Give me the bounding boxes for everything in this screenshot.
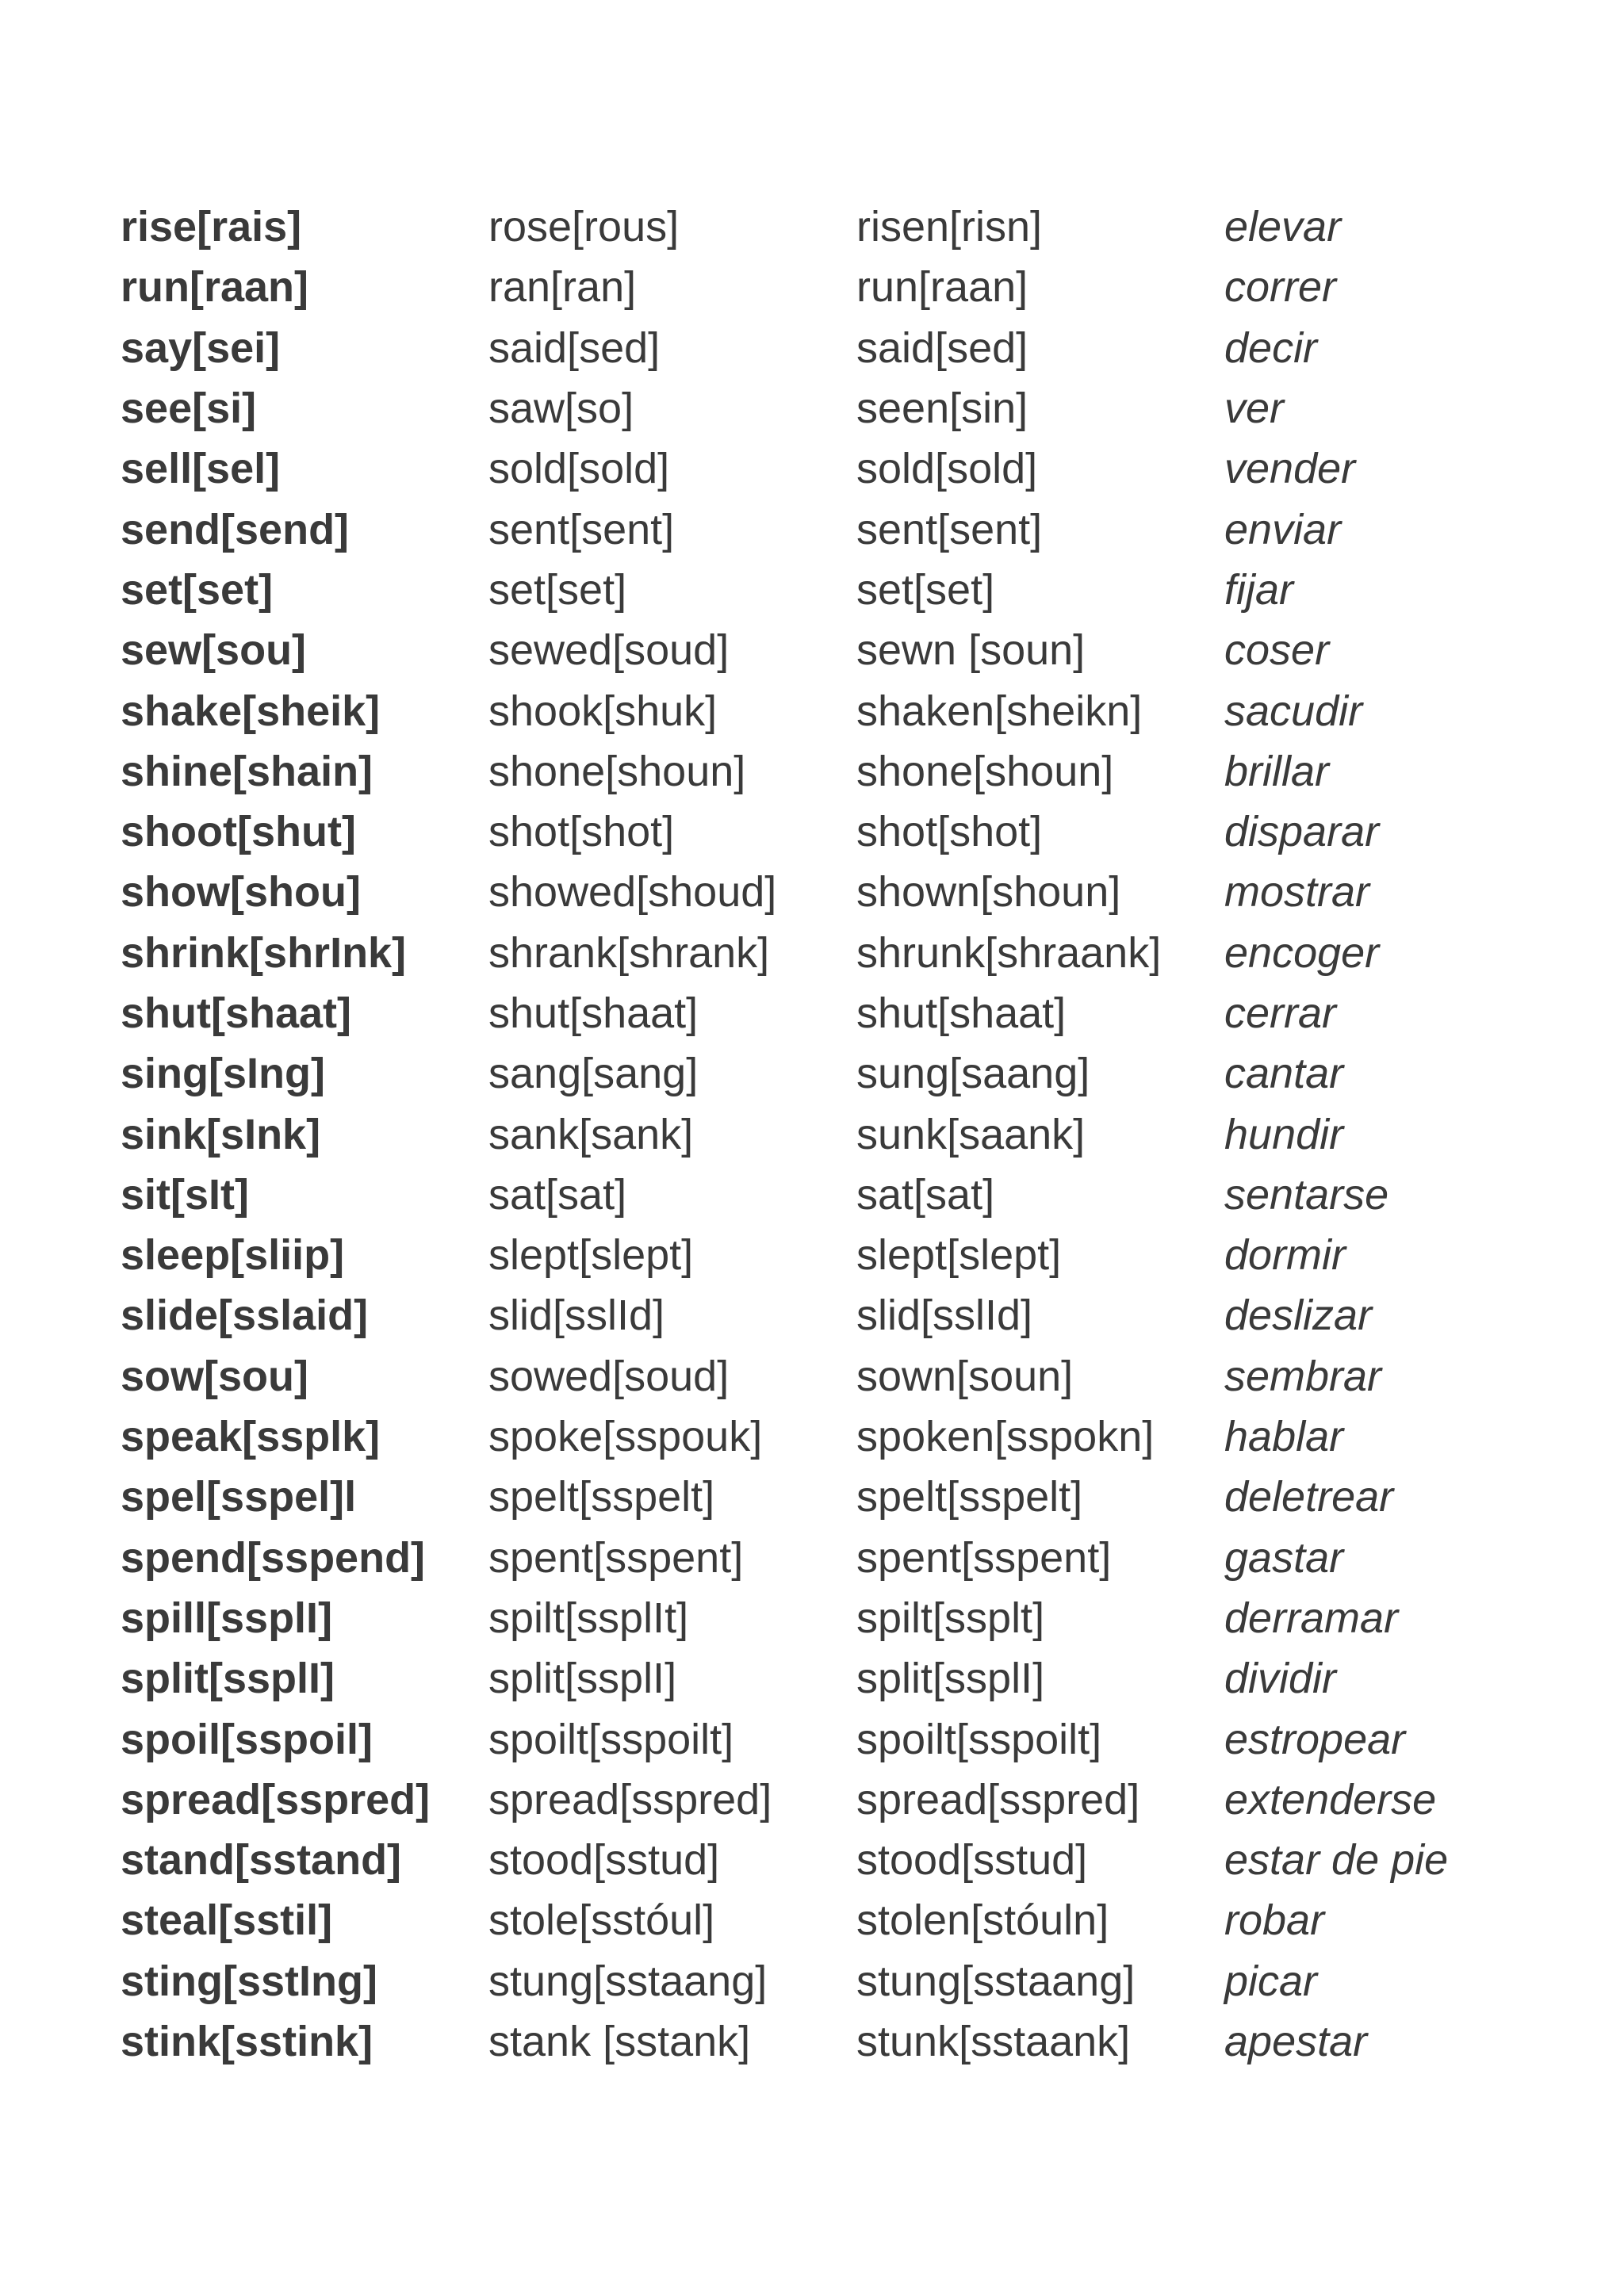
base-form-cell: spel[sspel]l bbox=[121, 1473, 357, 1521]
spanish-translation-cell: sembrar bbox=[1224, 1352, 1382, 1400]
base-form-cell: split[ssplI] bbox=[121, 1655, 335, 1703]
base-form-cell: sting[sstIng] bbox=[121, 1957, 377, 2005]
spanish-translation-cell: derramar bbox=[1224, 1594, 1399, 1642]
verb-row bbox=[121, 1043, 1542, 1104]
base-form-cell: spend[sspend] bbox=[121, 1533, 426, 1582]
spanish-translation-cell: ver bbox=[1224, 385, 1285, 433]
base-form-cell: sleep[sliip] bbox=[121, 1231, 345, 1280]
verb-row bbox=[121, 1951, 1542, 2011]
spanish-translation-cell: coser bbox=[1224, 626, 1330, 675]
past-tense-cell: slid[sslId] bbox=[488, 1292, 665, 1340]
past-participle-cell: shut[shaat] bbox=[856, 989, 1067, 1037]
past-tense-cell: spoke[sspouk] bbox=[488, 1413, 763, 1461]
base-form-cell: send[send] bbox=[121, 505, 350, 553]
verb-row bbox=[121, 1165, 1542, 1225]
verb-row bbox=[121, 923, 1542, 983]
verb-row bbox=[121, 983, 1542, 1043]
verb-row bbox=[121, 1648, 1542, 1709]
base-form-cell: sell[sel] bbox=[121, 445, 281, 493]
spanish-translation-cell: encoger bbox=[1224, 928, 1380, 977]
base-form-cell: sow[sou] bbox=[121, 1352, 308, 1400]
verb-row bbox=[121, 318, 1542, 378]
past-participle-cell: shrunk[shraank] bbox=[856, 928, 1162, 977]
past-participle-cell: said[sed] bbox=[856, 323, 1028, 372]
verb-row bbox=[121, 1467, 1542, 1527]
spanish-translation-cell: cantar bbox=[1224, 1050, 1344, 1098]
verb-row bbox=[121, 741, 1542, 802]
base-form-cell: spread[sspred] bbox=[121, 1775, 431, 1823]
past-tense-cell: stung[sstaang] bbox=[488, 1957, 768, 2005]
past-tense-cell: shook[shuk] bbox=[488, 687, 718, 735]
base-form-cell: sing[sIng] bbox=[121, 1050, 325, 1098]
verb-row bbox=[121, 1890, 1542, 1950]
base-form-cell: steal[sstil] bbox=[121, 1896, 333, 1945]
past-participle-cell: run[raan] bbox=[856, 263, 1028, 312]
past-tense-cell: sank[sank] bbox=[488, 1110, 694, 1158]
past-participle-cell: sat[sat] bbox=[856, 1170, 995, 1219]
past-tense-cell: sang[sang] bbox=[488, 1050, 699, 1098]
spanish-translation-cell: sentarse bbox=[1224, 1170, 1389, 1219]
base-form-cell: shoot[shut] bbox=[121, 808, 356, 856]
base-form-cell: say[sei] bbox=[121, 323, 281, 372]
base-form-cell: run[raan] bbox=[121, 263, 309, 312]
past-tense-cell: saw[so] bbox=[488, 385, 634, 433]
past-participle-cell: sewn [soun] bbox=[856, 626, 1086, 675]
past-tense-cell: slept[slept] bbox=[488, 1231, 694, 1280]
verb-row bbox=[121, 197, 1542, 257]
spanish-translation-cell: deslizar bbox=[1224, 1292, 1373, 1340]
past-tense-cell: sat[sat] bbox=[488, 1170, 627, 1219]
past-participle-cell: stunk[sstaank] bbox=[856, 2018, 1131, 2066]
verb-row bbox=[121, 1406, 1542, 1467]
past-tense-cell: sent[sent] bbox=[488, 505, 675, 553]
verb-row bbox=[121, 680, 1542, 740]
verb-row bbox=[121, 1285, 1542, 1345]
past-tense-cell: shone[shoun] bbox=[488, 747, 746, 795]
spanish-translation-cell: deletrear bbox=[1224, 1473, 1394, 1521]
spanish-translation-cell: correr bbox=[1224, 263, 1337, 312]
past-participle-cell: spent[sspent] bbox=[856, 1533, 1112, 1582]
spanish-translation-cell: extenderse bbox=[1224, 1775, 1437, 1823]
past-tense-cell: split[ssplI] bbox=[488, 1655, 677, 1703]
spanish-translation-cell: brillar bbox=[1224, 747, 1330, 795]
verb-row bbox=[121, 499, 1542, 559]
past-tense-cell: rose[rous] bbox=[488, 203, 680, 251]
verb-row bbox=[121, 1104, 1542, 1164]
spanish-translation-cell: gastar bbox=[1224, 1533, 1344, 1582]
past-participle-cell: sown[soun] bbox=[856, 1352, 1074, 1400]
past-participle-cell: sold[sold] bbox=[856, 445, 1038, 493]
past-participle-cell: sunk[saank] bbox=[856, 1110, 1086, 1158]
spanish-translation-cell: hundir bbox=[1224, 1110, 1344, 1158]
past-participle-cell: spread[sspred] bbox=[856, 1775, 1140, 1823]
verb-row bbox=[121, 1346, 1542, 1406]
spanish-translation-cell: apestar bbox=[1224, 2018, 1368, 2066]
past-participle-cell: shaken[sheikn] bbox=[856, 687, 1143, 735]
verb-row bbox=[121, 1588, 1542, 1648]
past-tense-cell: spoilt[sspoilt] bbox=[488, 1715, 734, 1763]
past-tense-cell: sewed[soud] bbox=[488, 626, 730, 675]
spanish-translation-cell: decir bbox=[1224, 323, 1318, 372]
past-tense-cell: sold[sold] bbox=[488, 445, 670, 493]
verb-row bbox=[121, 1528, 1542, 1588]
verb-row bbox=[121, 862, 1542, 922]
past-participle-cell: seen[sin] bbox=[856, 385, 1028, 433]
verb-row bbox=[121, 1830, 1542, 1890]
spanish-translation-cell: cerrar bbox=[1224, 989, 1337, 1037]
base-form-cell: spoil[sspoil] bbox=[121, 1715, 373, 1763]
base-form-cell: set[set] bbox=[121, 565, 274, 614]
base-form-cell: sew[sou] bbox=[121, 626, 307, 675]
base-form-cell: sink[sInk] bbox=[121, 1110, 321, 1158]
past-tense-cell: shot[shot] bbox=[488, 808, 675, 856]
verb-row bbox=[121, 1225, 1542, 1285]
past-tense-cell: spent[sspent] bbox=[488, 1533, 744, 1582]
past-participle-cell: slept[slept] bbox=[856, 1231, 1062, 1280]
past-participle-cell: set[set] bbox=[856, 565, 995, 614]
verb-row bbox=[121, 560, 1542, 620]
spanish-translation-cell: enviar bbox=[1224, 505, 1342, 553]
past-participle-cell: spilt[ssplt] bbox=[856, 1594, 1045, 1642]
spanish-translation-cell: vender bbox=[1224, 445, 1356, 493]
past-tense-cell: ran[ran] bbox=[488, 263, 637, 312]
base-form-cell: speak[ssplk] bbox=[121, 1413, 381, 1461]
past-participle-cell: risen[risn] bbox=[856, 203, 1043, 251]
base-form-cell: see[si] bbox=[121, 385, 257, 433]
past-participle-cell: split[ssplI] bbox=[856, 1655, 1045, 1703]
verb-table-body bbox=[121, 197, 1542, 2072]
past-participle-cell: shot[shot] bbox=[856, 808, 1043, 856]
verb-row bbox=[121, 378, 1542, 438]
spanish-translation-cell: picar bbox=[1224, 1957, 1318, 2005]
past-participle-cell: shone[shoun] bbox=[856, 747, 1114, 795]
verb-row bbox=[121, 1709, 1542, 1769]
past-participle-cell: spelt[sspelt] bbox=[856, 1473, 1083, 1521]
base-form-cell: slide[sslaid] bbox=[121, 1292, 369, 1340]
spanish-translation-cell: dividir bbox=[1224, 1655, 1337, 1703]
irregular-verbs-table bbox=[121, 197, 1542, 2072]
past-tense-cell: stank [sstank] bbox=[488, 2018, 751, 2066]
spanish-translation-cell: estar de pie bbox=[1224, 1836, 1449, 1885]
base-form-cell: show[shou] bbox=[121, 868, 361, 916]
past-tense-cell: shrank[shrank] bbox=[488, 928, 770, 977]
base-form-cell: shake[sheik] bbox=[121, 687, 381, 735]
spanish-translation-cell: sacudir bbox=[1224, 687, 1363, 735]
spanish-translation-cell: fijar bbox=[1224, 565, 1294, 614]
past-tense-cell: set[set] bbox=[488, 565, 627, 614]
verb-row bbox=[121, 2011, 1542, 2072]
spanish-translation-cell: mostrar bbox=[1224, 868, 1370, 916]
verb-row bbox=[121, 802, 1542, 862]
base-form-cell: rise[rais] bbox=[121, 203, 302, 251]
verb-row bbox=[121, 257, 1542, 317]
past-tense-cell: spelt[sspelt] bbox=[488, 1473, 715, 1521]
spanish-translation-cell: dormir bbox=[1224, 1231, 1346, 1280]
past-participle-cell: stung[sstaang] bbox=[856, 1957, 1136, 2005]
verb-row bbox=[121, 1770, 1542, 1830]
past-tense-cell: spilt[ssplIt] bbox=[488, 1594, 689, 1642]
past-participle-cell: shown[shoun] bbox=[856, 868, 1121, 916]
past-tense-cell: spread[sspred] bbox=[488, 1775, 772, 1823]
base-form-cell: stand[sstand] bbox=[121, 1836, 402, 1885]
past-tense-cell: said[sed] bbox=[488, 323, 661, 372]
verb-row bbox=[121, 438, 1542, 499]
base-form-cell: shine[shain] bbox=[121, 747, 373, 795]
spanish-translation-cell: hablar bbox=[1224, 1413, 1344, 1461]
past-tense-cell: stood[sstud] bbox=[488, 1836, 720, 1885]
past-tense-cell: showed[shoud] bbox=[488, 868, 777, 916]
base-form-cell: stink[sstink] bbox=[121, 2018, 373, 2066]
past-participle-cell: spoken[sspokn] bbox=[856, 1413, 1155, 1461]
past-tense-cell: shut[shaat] bbox=[488, 989, 699, 1037]
spanish-translation-cell: robar bbox=[1224, 1896, 1325, 1945]
past-tense-cell: sowed[soud] bbox=[488, 1352, 730, 1400]
past-tense-cell: stole[sstóul] bbox=[488, 1896, 715, 1945]
base-form-cell: shrink[shrInk] bbox=[121, 928, 407, 977]
base-form-cell: shut[shaat] bbox=[121, 989, 352, 1037]
base-form-cell: spill[ssplI] bbox=[121, 1594, 333, 1642]
spanish-translation-cell: disparar bbox=[1224, 808, 1380, 856]
past-participle-cell: sent[sent] bbox=[856, 505, 1043, 553]
past-participle-cell: sung[saang] bbox=[856, 1050, 1090, 1098]
past-participle-cell: stolen[stóuln] bbox=[856, 1896, 1109, 1945]
spanish-translation-cell: estropear bbox=[1224, 1715, 1406, 1763]
base-form-cell: sit[sIt] bbox=[121, 1170, 249, 1219]
past-participle-cell: spoilt[sspoilt] bbox=[856, 1715, 1102, 1763]
spanish-translation-cell: elevar bbox=[1224, 203, 1342, 251]
verb-row bbox=[121, 620, 1542, 680]
past-participle-cell: slid[sslId] bbox=[856, 1292, 1033, 1340]
past-participle-cell: stood[sstud] bbox=[856, 1836, 1088, 1885]
